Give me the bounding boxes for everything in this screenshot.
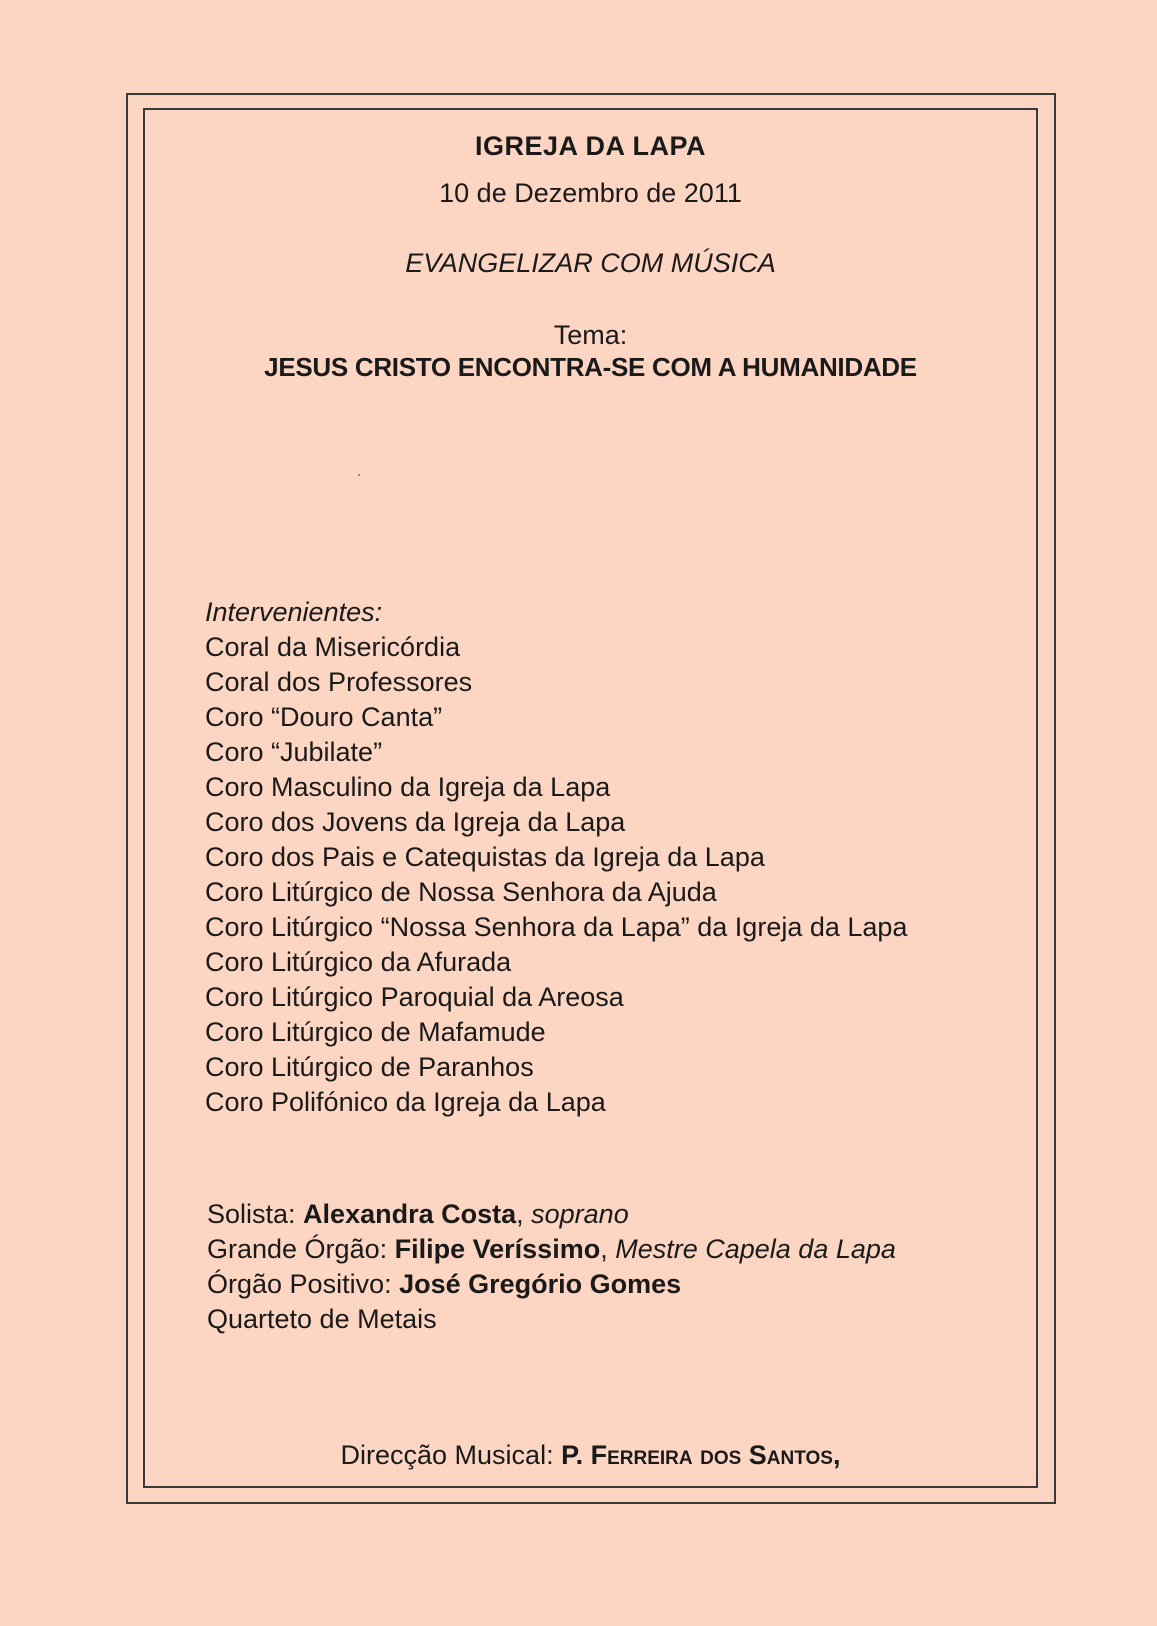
list-item: Coral dos Professores [205, 667, 473, 697]
list-item: Coro Polifónico da Igreja da Lapa [205, 1087, 606, 1117]
list-item: Coro Masculino da Igreja da Lapa [205, 772, 611, 802]
soloist-name: Alexandra Costa [303, 1199, 517, 1229]
event-date: 10 de Dezembro de 2011 [439, 178, 742, 208]
organ-label: Grande Órgão: [207, 1234, 395, 1264]
positive-organ-line [207, 1267, 896, 1302]
list-item: Coro “Jubilate” [205, 737, 383, 767]
list-item: Coro Litúrgico Paroquial da Areosa [205, 982, 624, 1012]
organ-role: Mestre Capela da Lapa [615, 1234, 896, 1264]
theme-label: Tema: [553, 320, 628, 350]
list-item: Coro dos Pais e Catequistas da Igreja da Lapa [205, 842, 765, 872]
positive-organ-label: Órgão Positivo: [207, 1269, 400, 1299]
list-item: Coro Litúrgico de Nossa Senhora da Ajuda [205, 877, 717, 907]
list-item: Coral da Misericórdia [205, 632, 461, 662]
direction-label: Direcção Musical: [340, 1440, 562, 1470]
participants-heading: Intervenientes: [205, 597, 383, 627]
event-name: EVANGELIZAR COM MÚSICA [405, 248, 776, 278]
list-item: Coro Litúrgico de Paranhos [205, 1052, 534, 1082]
participants-section [205, 595, 907, 1120]
participants-list [205, 630, 907, 1120]
soloist-separator: , [516, 1199, 532, 1229]
credits-section [207, 1197, 896, 1337]
theme-value: JESUS CRISTO ENCONTRA-SE COM A HUMANIDADE [264, 352, 917, 382]
stray-dot [358, 474, 360, 476]
list-item: Coro Litúrgico “Nossa Senhora da Lapa” da Igreja da Lapa [205, 912, 908, 942]
soloist-label: Solista: [207, 1199, 304, 1229]
soloist-role: soprano [531, 1199, 629, 1229]
list-item: Coro Litúrgico de Mafamude [205, 1017, 546, 1047]
director-name: P. Ferreira dos Santos, [561, 1440, 841, 1470]
positive-organ-name: José Gregório Gomes [399, 1269, 682, 1299]
soloist-line [207, 1197, 896, 1232]
organ-separator: , [600, 1234, 616, 1264]
list-item: Coro dos Jovens da Igreja da Lapa [205, 807, 626, 837]
list-item: Coro “Douro Canta” [205, 702, 443, 732]
quartet-line: Quarteto de Metais [207, 1304, 437, 1334]
list-item: Coro Litúrgico da Afurada [205, 947, 512, 977]
organ-name: Filipe Veríssimo [394, 1234, 601, 1264]
musical-direction [143, 1440, 1038, 1471]
page-title: IGREJA DA LAPA [474, 131, 706, 161]
organ-line [207, 1232, 896, 1267]
